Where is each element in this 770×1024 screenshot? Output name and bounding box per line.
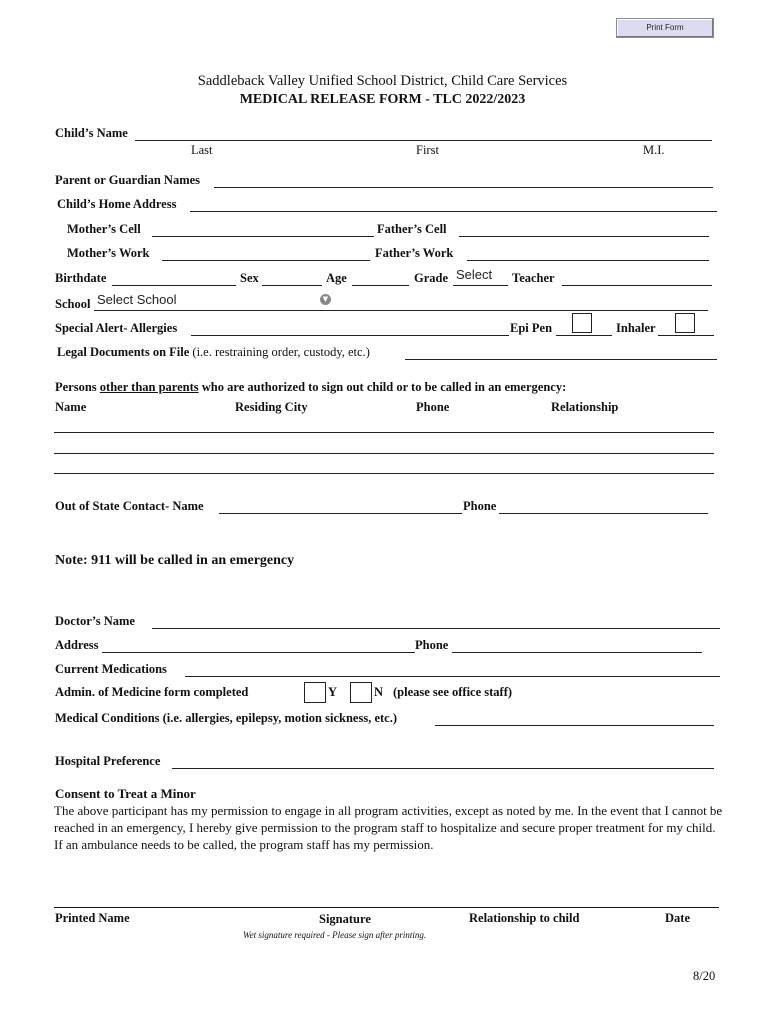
- out-of-state-name-label: Out of State Contact- Name: [55, 499, 204, 513]
- district-name: Saddleback Valley Unified School District, Child Care Services: [197, 73, 568, 89]
- inhaler-label: Inhaler: [616, 321, 656, 335]
- grade-select[interactable]: Select: [456, 267, 493, 282]
- authorized-suffix: who are authorized to sign out child or to be called in an emergency:: [198, 380, 567, 394]
- consent-body: The above participant has my permission to engage in all program activities, except as noted by me. In the event that I cannot be reached in an emergency, I hereby give permission to the program staff to hospitalize and secure proper treatment for my child. If an ambulance needs to be called, the program staff has my permission.: [54, 803, 723, 852]
- age-label: Age: [326, 271, 347, 285]
- epi-pen-underline: [556, 335, 612, 336]
- hospital-preference-field[interactable]: [172, 768, 714, 769]
- form-revision-code: 8/20: [693, 969, 716, 983]
- inhaler-checkbox[interactable]: [675, 313, 695, 333]
- inhaler-underline: [658, 335, 714, 336]
- birthdate-label: Birthdate: [55, 271, 107, 285]
- grade-label: Grade: [414, 271, 449, 285]
- col-phone: Phone: [416, 400, 450, 414]
- admin-medicine-no-label: N: [374, 685, 384, 699]
- mothers-work-label: Mother’s Work: [67, 246, 150, 260]
- special-alert-label: Special Alert- Allergies: [55, 321, 178, 335]
- child-name-label: Child’s Name: [55, 126, 128, 140]
- legal-docs-label-bold: Legal Documents on File: [57, 345, 190, 359]
- child-mi-sublabel: M.I.: [643, 143, 665, 157]
- authorized-prefix: Persons: [55, 380, 100, 394]
- print-form-button[interactable]: Print Form: [616, 18, 714, 38]
- allergies-field[interactable]: [191, 335, 509, 336]
- epi-pen-checkbox[interactable]: [572, 313, 592, 333]
- doctor-name-label: Doctor’s Name: [55, 614, 135, 628]
- date-label: Date: [665, 911, 690, 925]
- child-first-sublabel: First: [416, 143, 439, 157]
- col-relationship: Relationship: [551, 400, 619, 414]
- legal-docs-label: [57, 345, 370, 360]
- consent-heading: Consent to Treat a Minor: [55, 786, 196, 801]
- parent-names-field[interactable]: [214, 187, 713, 188]
- medical-conditions-field[interactable]: [435, 725, 714, 726]
- authorized-line-1[interactable]: [54, 432, 714, 433]
- fathers-cell-label: Father’s Cell: [377, 222, 447, 236]
- teacher-label: Teacher: [512, 271, 555, 285]
- child-name-field[interactable]: [135, 140, 712, 141]
- col-residing-city: Residing City: [235, 400, 308, 414]
- admin-medicine-yes-checkbox[interactable]: [304, 682, 326, 703]
- mothers-cell-field[interactable]: [152, 236, 374, 237]
- out-of-state-name-field[interactable]: [219, 513, 462, 514]
- doctor-phone-label: Phone: [415, 638, 449, 652]
- parent-names-label: Parent or Guardian Names: [55, 173, 201, 187]
- emergency-note: Note: 911 will be called in an emergency: [55, 553, 295, 568]
- authorized-line-3[interactable]: [54, 473, 714, 474]
- wet-signature-note: Wet signature required - Please sign after printing.: [243, 930, 427, 940]
- age-field[interactable]: [352, 285, 409, 286]
- admin-medicine-yes-label: Y: [328, 685, 338, 699]
- home-address-field[interactable]: [190, 211, 717, 212]
- fathers-work-field[interactable]: [467, 260, 709, 261]
- address-label: Address: [55, 638, 99, 652]
- admin-medicine-no-checkbox[interactable]: [350, 682, 372, 703]
- medical-conditions-label: Medical Conditions (i.e. allergies, epilepsy, motion sickness, etc.): [55, 711, 397, 725]
- sex-label: Sex: [240, 271, 259, 285]
- sex-field[interactable]: [262, 285, 322, 286]
- relationship-label: Relationship to child: [469, 911, 580, 925]
- col-name: Name: [55, 400, 87, 414]
- hospital-preference-label: Hospital Preference: [55, 754, 161, 768]
- child-last-sublabel: Last: [191, 143, 213, 157]
- out-of-state-phone-label: Phone: [463, 499, 497, 513]
- admin-medicine-label: Admin. of Medicine form completed: [55, 685, 249, 699]
- doctor-name-field[interactable]: [152, 628, 720, 629]
- mothers-work-field[interactable]: [162, 260, 370, 261]
- legal-docs-label-rest: (i.e. restraining order, custody, etc.): [189, 345, 370, 359]
- grade-underline: [453, 285, 508, 286]
- teacher-field[interactable]: [562, 285, 712, 286]
- address-field[interactable]: [102, 652, 415, 653]
- out-of-state-phone-field[interactable]: [499, 513, 708, 514]
- admin-medicine-note: (please see office staff): [393, 685, 513, 699]
- doctor-phone-field[interactable]: [452, 652, 702, 653]
- birthdate-field[interactable]: [112, 285, 236, 286]
- fathers-work-label: Father’s Work: [375, 246, 454, 260]
- current-meds-label: Current Medications: [55, 662, 167, 676]
- printed-name-label: Printed Name: [55, 911, 130, 925]
- form-title: MEDICAL RELEASE FORM - TLC 2022/2023: [239, 92, 526, 107]
- home-address-label: Child’s Home Address: [57, 197, 177, 211]
- epi-pen-label: Epi Pen: [510, 321, 553, 335]
- mothers-cell-label: Mother’s Cell: [67, 222, 141, 236]
- fathers-cell-field[interactable]: [459, 236, 709, 237]
- school-underline: [94, 310, 708, 311]
- signature-line[interactable]: [54, 907, 719, 908]
- signature-label: Signature: [319, 912, 371, 926]
- current-meds-field[interactable]: [185, 676, 720, 677]
- chevron-down-icon[interactable]: ▼: [320, 294, 331, 305]
- authorized-line-2[interactable]: [54, 453, 714, 454]
- school-label: School: [55, 297, 91, 311]
- authorized-persons-heading: [55, 380, 566, 395]
- school-select[interactable]: Select School: [97, 292, 177, 307]
- legal-docs-field[interactable]: [405, 359, 717, 360]
- authorized-underlined: other than parents: [99, 380, 199, 394]
